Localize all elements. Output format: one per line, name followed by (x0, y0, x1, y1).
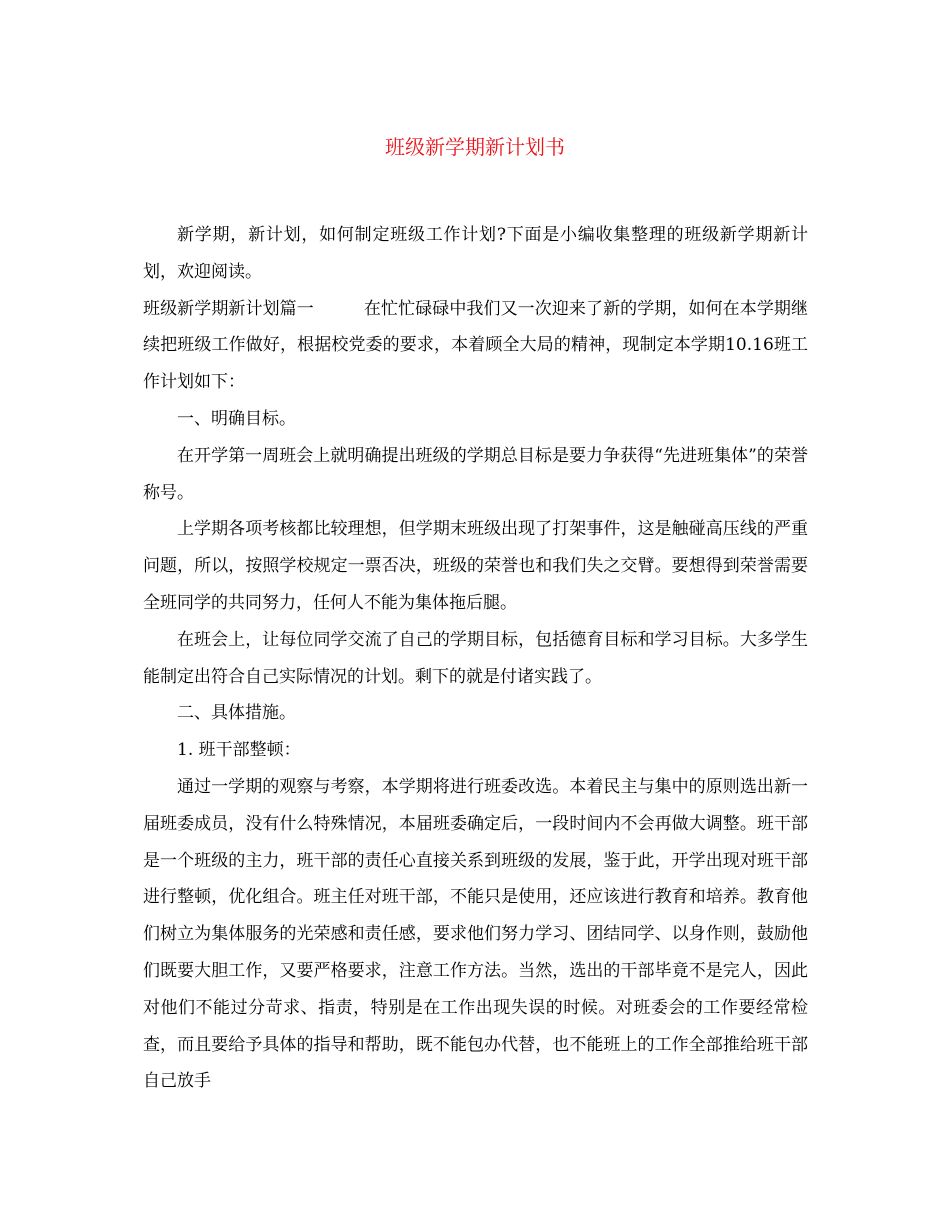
section-heading-measures: 二、具体措施。 (177, 703, 296, 724)
goals-paragraph: 在开学第一周班会上就明确提出班级的学期总目标是要力争获得“先进班集体”的荣誉称号。 (143, 445, 808, 503)
class-meeting-paragraph: 在班会上，让每位同学交流了自己的学期目标，包括德育目标和学习目标。大多学生能制定出符合自己实际情况的计划。剩下的就是付诸实践了。 (143, 629, 808, 687)
intro-paragraph: 新学期，新计划，如何制定班级工作计划?下面是小编收集整理的班级新学期新计划，欢迎阅读。 (143, 225, 808, 282)
cadre-paragraph: 通过一学期的观察与考察，本学期将进行班委改选。本着民主与集中的原则选出新一届班委成员，没有什么特殊情况，本届班委确定后，一段时间内不会再做大调整。班干部是一个班级的主力，班干部的责任心直接关系到班级的发展，鉴于此，开学出现对班干部进行整顿，优化组合。班主任对班干部，不能只是使用，还应该进行教育和培养。教育他们树立为集体服务的光荣感和责任感，要求他们努力学习、团结同学、以身作则，鼓励他们既要大胆工作，又要严格要求，注意工作方法。当然，选出的干部毕竟不是完人，因此对他们不能过分苛求、指责，特别是在工作出现失误的时候。对班委会的工作要经常检查，而且要给予具体的指导和帮助，既不能包办代替，也不能班上的工作全部推给班干部自己放手 (143, 776, 808, 1092)
document-title: 班级新学期新计划书 (385, 135, 565, 159)
subheading-cadre: 1. 班干部整顿： (177, 740, 301, 761)
section-heading: 班级新学期新计划篇一 (143, 298, 314, 319)
last-term-paragraph: 上学期各项考核都比较理想，但学期末班级出现了打架事件，这是触碰高压线的严重问题，所以，按照学校规定一票否决，班级的荣誉也和我们失之交臂。要想得到荣誉需要全班同学的共同努力，任何人不能为集体拖后腿。 (143, 519, 808, 613)
plan-one-paragraph (143, 291, 808, 401)
section-heading-goals: 一、明确目标。 (177, 408, 296, 429)
plan-one-text: 在忙忙碌碌中我们又一次迎来了新的学期，如何在本学期继续把班级工作做好，根据校党委的要求，本着顾全大局的精神，现制定本学期10.16班工作计划如下： (143, 298, 809, 393)
document-body (143, 217, 808, 1100)
